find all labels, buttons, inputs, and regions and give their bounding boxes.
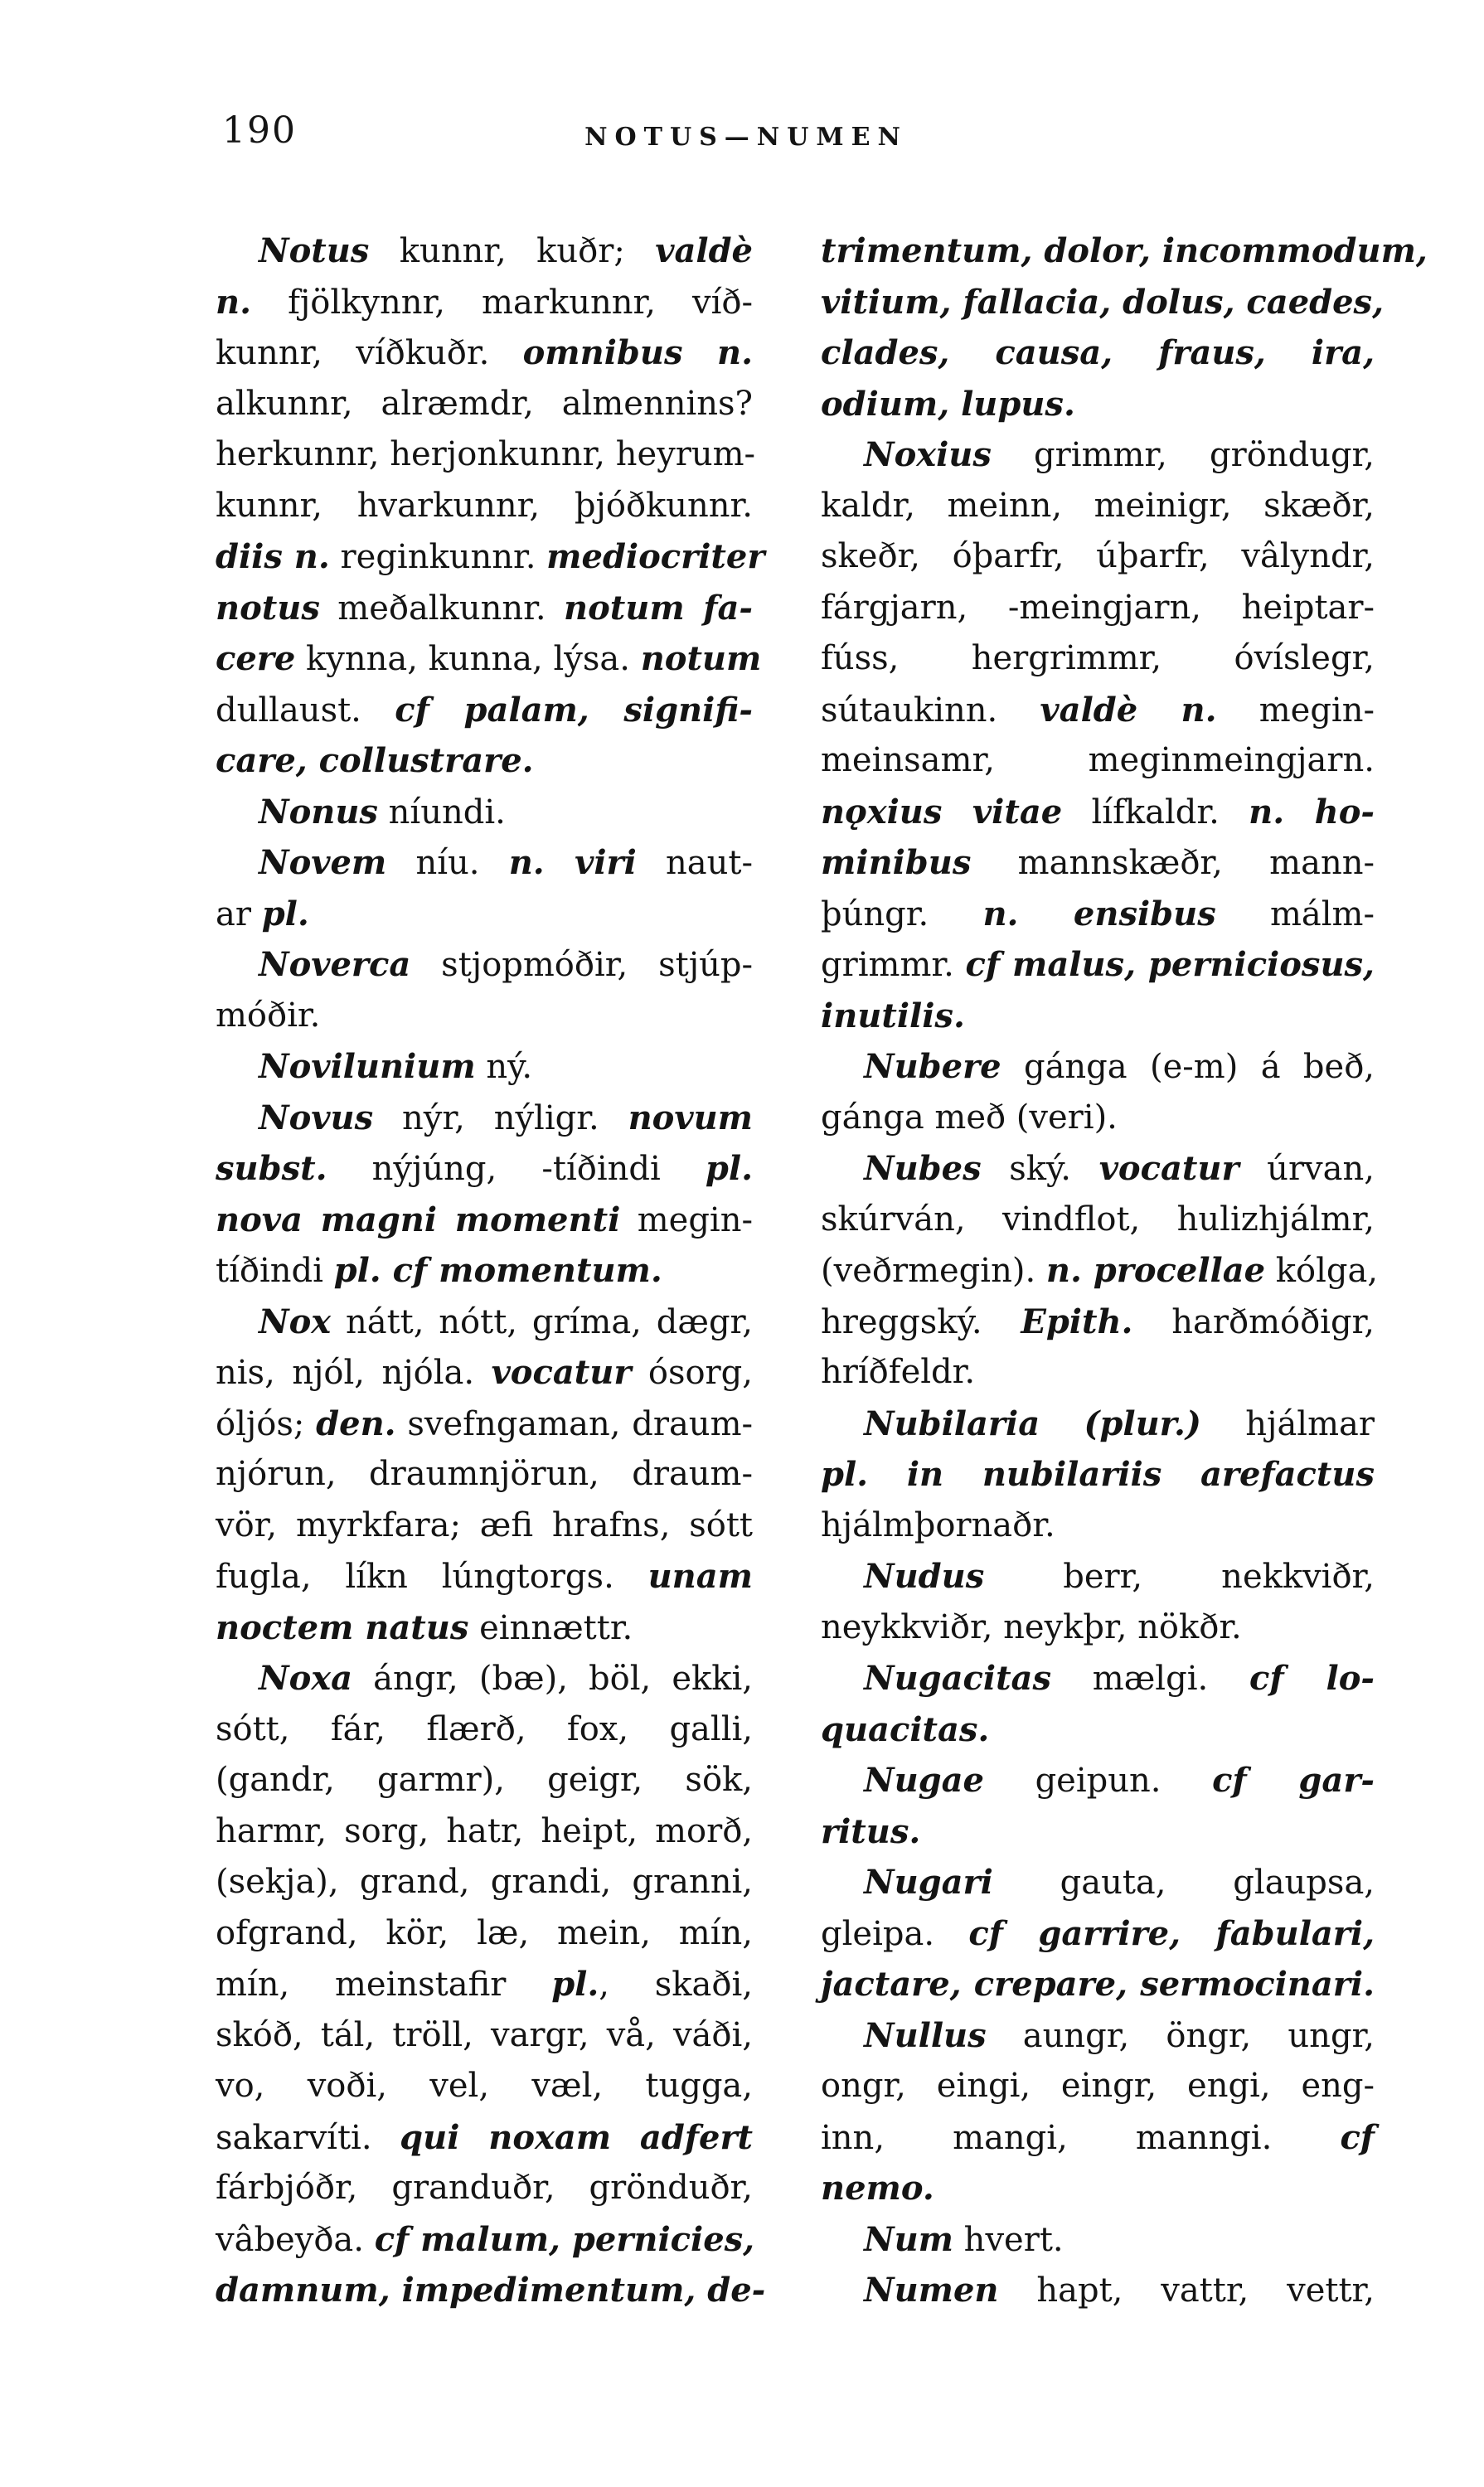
text-line — [216, 1857, 753, 1908]
text-line — [821, 2265, 1375, 2316]
latin-text: jactare, crepare, sermocinari. — [821, 1965, 1375, 2004]
latin-text: Nugari — [864, 1863, 993, 1902]
icelandic-text: hapt, vattr, vettr, — [998, 2271, 1375, 2310]
latin-text: nemo. — [821, 2169, 934, 2208]
text-line — [216, 1041, 753, 1093]
latin-text: nǫxius vitae — [821, 792, 1063, 831]
text-line — [216, 1908, 753, 1960]
text-line — [821, 2061, 1375, 2112]
icelandic-text: alkunnr, alræmdr, almennins? — [216, 384, 753, 423]
text-line — [216, 991, 753, 1042]
text-line — [821, 583, 1375, 634]
latin-text: pl. — [261, 894, 309, 933]
icelandic-text: fúss, hergrimmr, óvíslegr, — [821, 639, 1375, 677]
latin-text: inutilis. — [821, 996, 965, 1035]
icelandic-text: nýjúng, -tíðindi — [327, 1150, 706, 1188]
icelandic-text: hjálmar — [1200, 1404, 1375, 1443]
icelandic-text: óljós; — [216, 1404, 317, 1443]
icelandic-text — [1040, 1405, 1084, 1443]
icelandic-text: ósorg, — [631, 1354, 753, 1392]
icelandic-text: grimmr. — [821, 946, 966, 984]
icelandic-text: megin- — [1216, 691, 1375, 730]
icelandic-text: , skaði, — [599, 1966, 753, 2004]
latin-text: valdè — [655, 231, 753, 270]
latin-text: Nubere — [864, 1047, 1001, 1086]
text-line — [216, 735, 753, 787]
text-line — [216, 1806, 753, 1858]
latin-text: Novilunium — [259, 1047, 476, 1086]
latin-text: unam — [647, 1557, 753, 1596]
icelandic-text: njórun, draumnjörun, draum- — [216, 1455, 753, 1493]
icelandic-text: skóð, tál, tröll, vargr, vå, váði, — [216, 2015, 753, 2054]
icelandic-text: grimmr, gröndugr, — [991, 436, 1375, 474]
text-line — [216, 1245, 753, 1297]
icelandic-text: inn, mangi, manngi. — [821, 2118, 1341, 2157]
latin-text: pl. in nubilariis arefactus — [821, 1455, 1375, 1494]
text-line — [821, 837, 1375, 889]
icelandic-text: hvert. — [953, 2220, 1064, 2259]
latin-text: subst. — [216, 1149, 327, 1188]
latin-text: Noverca — [259, 945, 411, 984]
text-line — [821, 1041, 1375, 1093]
text-line — [216, 531, 765, 583]
latin-text: cf garrire, fabulari, — [968, 1913, 1375, 1953]
icelandic-text: kunnr, kuðr; — [369, 232, 656, 270]
latin-text: notum fa- — [564, 588, 754, 628]
text-line — [216, 1449, 753, 1500]
latin-text: Epith. — [1021, 1302, 1133, 1341]
text-line — [821, 379, 1375, 430]
icelandic-text: kólga, — [1265, 1252, 1379, 1290]
icelandic-text: skeðr, óþarfr, úþarfr, vâlyndr, — [821, 537, 1375, 575]
latin-text: Nubes — [864, 1149, 982, 1188]
latin-text: Nonus — [259, 792, 378, 831]
text-line — [216, 2010, 753, 2062]
icelandic-text: móðir. — [216, 996, 321, 1035]
icelandic-text: berr, nekkviðr, — [984, 1558, 1375, 1596]
latin-text: pl. — [551, 1965, 599, 2004]
text-line — [821, 1704, 1375, 1756]
text-line — [821, 2112, 1375, 2164]
icelandic-text: ský. — [981, 1150, 1099, 1188]
text-line — [216, 429, 756, 481]
text-line — [216, 2214, 753, 2266]
icelandic-text: þúngr. — [821, 894, 983, 933]
text-line — [216, 1143, 753, 1195]
text-line — [821, 1297, 1375, 1348]
text-line — [216, 2265, 766, 2316]
latin-text: Nugae — [864, 1761, 984, 1800]
icelandic-text: hjálmþornaðr. — [821, 1505, 1055, 1544]
text-line — [216, 2112, 753, 2164]
text-line — [821, 2010, 1375, 2062]
latin-text: vocatur — [491, 1353, 632, 1392]
latin-text: n. viri — [508, 843, 637, 882]
latin-text: cf malum, pernicies, — [374, 2219, 755, 2259]
text-line — [821, 1093, 1375, 1144]
text-line — [821, 2214, 1375, 2266]
latin-text: n. ensibus — [982, 894, 1216, 933]
text-line — [821, 1653, 1375, 1704]
latin-text: odium, lupus. — [821, 384, 1075, 424]
icelandic-text: gánga með (veri). — [821, 1098, 1118, 1137]
latin-text: vocatur — [1098, 1149, 1239, 1188]
right-column — [821, 225, 1428, 2316]
latin-text: n. ho- — [1249, 792, 1375, 831]
icelandic-text: meðalkunnr. — [319, 589, 564, 628]
icelandic-text: kunnr, víðkuðr. — [216, 334, 523, 372]
icelandic-text: tíðindi — [216, 1252, 334, 1290]
text-line — [821, 1449, 1375, 1500]
icelandic-text: naut- — [636, 844, 753, 882]
latin-text: ritus. — [821, 1811, 921, 1851]
text-line — [821, 1959, 1375, 2010]
latin-text: den. — [316, 1403, 396, 1443]
icelandic-text: aungr, öngr, ungr, — [986, 2016, 1375, 2055]
text-line — [216, 685, 753, 736]
text-line — [821, 1245, 1379, 1297]
text-line — [216, 633, 762, 685]
latin-text: omnibus n. — [522, 333, 753, 372]
icelandic-text: svefngaman, draum- — [395, 1404, 754, 1443]
text-line — [216, 939, 753, 991]
running-header: NOTUS—NUMEN — [584, 123, 908, 152]
text-line — [216, 1399, 753, 1450]
icelandic-text: reginkunnr. — [329, 538, 547, 576]
latin-text: cf palam, signifi- — [395, 690, 754, 730]
icelandic-text: einnættr. — [468, 1608, 633, 1647]
icelandic-text: hríðfeldr. — [821, 1353, 976, 1391]
latin-text: cf malus, perniciosus, — [965, 945, 1375, 984]
text-line — [821, 327, 1375, 379]
icelandic-text: sakarvíti. — [216, 2118, 400, 2157]
latin-text: pl. — [705, 1149, 753, 1188]
icelandic-text: kunnr, hvarkunnr, þjóðkunnr. — [216, 486, 753, 525]
text-line — [821, 1551, 1375, 1602]
text-line — [216, 1704, 753, 1756]
text-line — [821, 633, 1375, 685]
icelandic-text: fárbjóðr, granduðr, grönduðr, — [216, 2169, 753, 2207]
latin-text: Nullus — [864, 2015, 987, 2055]
text-line — [216, 889, 753, 940]
icelandic-text: kynna, kunna, lýsa. — [295, 640, 641, 678]
icelandic-text: vo, voði, vel, væl, tugga, — [216, 2067, 753, 2105]
icelandic-text: sútaukinn. — [821, 691, 1040, 730]
latin-text: diis n. — [216, 537, 330, 576]
icelandic-text: mannskæðr, mann- — [971, 844, 1375, 882]
icelandic-text: stjopmóðir, stjúp- — [410, 946, 753, 984]
icelandic-text: neykkviðr, neykþr, nökðr. — [821, 1607, 1242, 1646]
text-line — [216, 1653, 753, 1704]
text-line — [216, 1347, 753, 1399]
icelandic-text: ofgrand, kör, læ, mein, mín, — [216, 1913, 753, 1952]
icelandic-text: úrvan, — [1239, 1150, 1375, 1188]
latin-text: pl. cf momentum. — [333, 1251, 662, 1290]
icelandic-text: mín, meinstafir — [216, 1966, 552, 2004]
text-line — [821, 429, 1375, 481]
text-line — [216, 1602, 753, 1654]
icelandic-text: nis, njól, njóla. — [216, 1354, 492, 1392]
latin-text: clades, causa, fraus, ira, — [821, 333, 1375, 372]
icelandic-text: ongr, eingi, eingr, engi, eng- — [821, 2067, 1375, 2105]
latin-text: quacitas. — [821, 1709, 990, 1749]
icelandic-text: fjölkynnr, markunnr, víð- — [251, 283, 753, 322]
text-line — [821, 889, 1375, 940]
text-line — [821, 1143, 1375, 1195]
latin-text: Nox — [259, 1302, 332, 1341]
latin-text: notus — [216, 588, 320, 628]
icelandic-text: mælgi. — [1051, 1660, 1249, 1698]
icelandic-text: ný. — [475, 1048, 533, 1086]
latin-text: cf — [1340, 2117, 1375, 2157]
latin-text: (plur.) — [1084, 1403, 1201, 1443]
text-line — [216, 2163, 753, 2214]
text-line — [216, 837, 753, 889]
icelandic-text: níu. — [386, 844, 509, 882]
latin-text: Numen — [864, 2271, 999, 2310]
text-line — [216, 1195, 753, 1246]
text-line — [216, 1755, 753, 1806]
text-line — [216, 1959, 753, 2010]
text-line — [821, 1755, 1375, 1806]
text-line — [216, 481, 753, 532]
icelandic-text: (gandr, garmr), geigr, sök, — [216, 1761, 753, 1799]
icelandic-text: ángr, (bæ), böl, ekki, — [352, 1660, 753, 1698]
latin-text: Nudus — [864, 1557, 985, 1596]
text-line — [821, 1908, 1375, 1960]
text-line — [821, 225, 1428, 277]
text-line — [821, 939, 1375, 991]
text-line — [821, 1399, 1375, 1450]
latin-text: cf lo- — [1249, 1659, 1375, 1698]
text-line — [216, 1500, 753, 1552]
text-line — [821, 1602, 1375, 1654]
icelandic-text: nýr, nýligr. — [373, 1098, 628, 1137]
icelandic-text: (sekja), grand, grandi, granni, — [216, 1863, 753, 1901]
latin-text: Novus — [259, 1098, 374, 1137]
icelandic-text: sótt, fár, flærð, fox, galli, — [216, 1709, 753, 1748]
latin-text: care, collustrare. — [216, 741, 534, 780]
latin-text: cf gar- — [1212, 1761, 1375, 1800]
text-line — [216, 379, 753, 430]
text-line — [821, 787, 1375, 838]
latin-text: Num — [864, 2219, 953, 2259]
latin-text: notum — [640, 639, 762, 678]
text-line — [216, 1093, 753, 1144]
latin-text: n. — [216, 282, 252, 322]
text-line — [821, 2163, 1375, 2214]
icelandic-text: megin- — [620, 1200, 753, 1239]
text-line — [216, 225, 753, 277]
icelandic-text: vör, myrkfara; æfi hrafns, sótt — [216, 1505, 753, 1544]
text-line — [216, 277, 753, 328]
text-line — [216, 1551, 753, 1602]
text-line — [216, 2061, 753, 2112]
latin-text: n. procellae — [1045, 1251, 1266, 1290]
icelandic-text: vâbeyða. — [216, 2220, 375, 2259]
latin-text: mediocriter — [546, 537, 765, 576]
text-line — [821, 1857, 1375, 1908]
latin-text: trimentum, dolor, incommodum, — [821, 231, 1428, 270]
text-line — [821, 1806, 1375, 1858]
text-line — [216, 327, 753, 379]
text-line — [821, 277, 1385, 328]
text-line — [821, 991, 1375, 1042]
icelandic-text: geipun. — [983, 1762, 1213, 1800]
icelandic-text: meinsamr, meginmeingjarn. — [821, 741, 1375, 779]
latin-text: Notus — [259, 231, 370, 270]
icelandic-text: harðmóðigr, — [1132, 1302, 1375, 1341]
left-column — [216, 225, 766, 2316]
icelandic-text: harmr, sorg, hatr, heipt, morð, — [216, 1811, 753, 1850]
text-line — [821, 1500, 1375, 1552]
icelandic-text: gánga (e-m) á beð, — [1001, 1048, 1375, 1086]
latin-text: noctem natus — [216, 1607, 469, 1647]
latin-text: vitium, fallacia, dolus, caedes, — [821, 282, 1385, 322]
icelandic-text: dullaust. — [216, 691, 395, 730]
latin-text: novum — [628, 1098, 753, 1137]
latin-text: damnum, impedimentum, de- — [216, 2271, 766, 2310]
text-line — [216, 1297, 753, 1348]
page-number: 190 — [222, 109, 297, 152]
text-line — [821, 531, 1375, 583]
text-line — [821, 481, 1375, 532]
icelandic-text: kaldr, meinn, meinigr, skæðr, — [821, 486, 1375, 525]
icelandic-text: fugla, líkn lúngtorgs. — [216, 1558, 648, 1596]
latin-text: valdè n. — [1040, 690, 1217, 730]
icelandic-text: ar — [216, 894, 262, 933]
icelandic-text: (veðrmegin). — [821, 1252, 1046, 1290]
latin-text: qui noxam adfert — [400, 2117, 753, 2157]
icelandic-text: níundi. — [377, 793, 506, 831]
icelandic-text: nátt, nótt, gríma, dægr, — [331, 1302, 753, 1341]
text-line — [821, 1195, 1375, 1246]
icelandic-text: hreggský. — [821, 1302, 1021, 1341]
text-line — [216, 787, 753, 838]
icelandic-text: herkunnr, herjonkunnr, heyrum- — [216, 435, 756, 473]
text-line — [821, 685, 1375, 736]
icelandic-text: fárgjarn, -meingjarn, heiptar- — [821, 588, 1375, 627]
icelandic-text: skúrván, vindflot, hulizhjálmr, — [821, 1200, 1375, 1239]
icelandic-text: málm- — [1215, 894, 1375, 933]
text-line — [821, 1347, 1375, 1399]
text-line — [821, 735, 1375, 787]
icelandic-text: gleipa. — [821, 1914, 969, 1953]
latin-text: Nubilaria — [864, 1403, 1040, 1443]
icelandic-text: gauta, glaupsa, — [992, 1864, 1375, 1902]
latin-text: Novem — [259, 843, 387, 882]
icelandic-text: lífkaldr. — [1062, 793, 1249, 831]
latin-text: minibus — [821, 843, 972, 882]
latin-text: cere — [216, 639, 296, 678]
latin-text: nova magni momenti — [216, 1200, 621, 1239]
latin-text: Noxa — [259, 1659, 353, 1698]
latin-text: Nugacitas — [864, 1659, 1051, 1698]
text-line — [216, 583, 753, 634]
latin-text: Noxius — [864, 435, 992, 474]
